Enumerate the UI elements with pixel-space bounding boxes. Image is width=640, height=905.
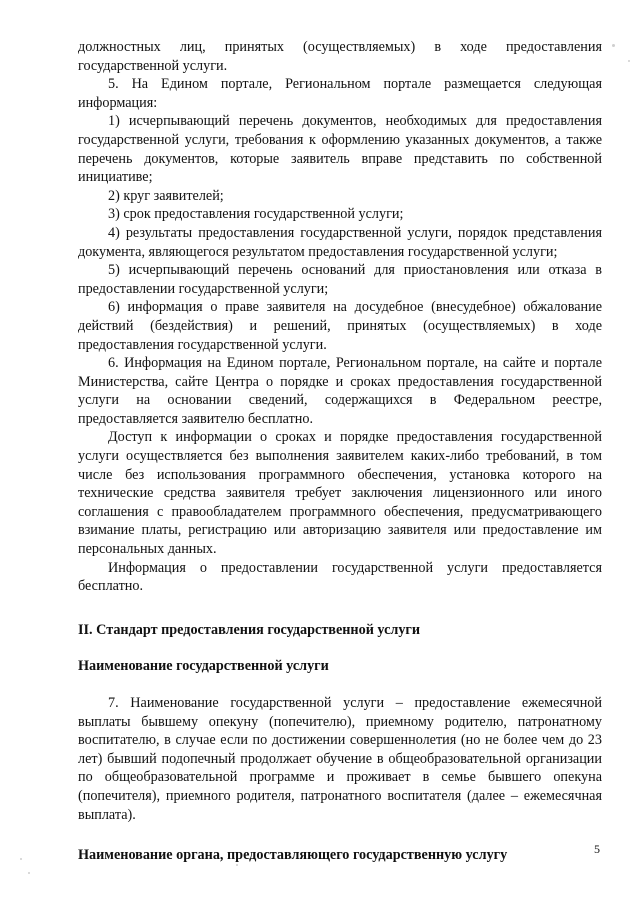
list-item: 1) исчерпывающий перечень документов, необходимых для предоставления государственной услуги, требования к оформлению указанных документов, а также перечень документов, которые заявитель вправе представить по собственной инициативе; — [78, 113, 602, 186]
list-item: 2) круг заявителей; — [108, 187, 224, 204]
scan-speck — [236, 864, 238, 866]
section-heading: II. Стандарт предоставления государственной услуги — [78, 621, 421, 638]
page-number: 5 — [594, 842, 600, 856]
scan-speck — [28, 872, 30, 874]
paragraph-free-info: Информация о предоставлении государственной услуги предоставляется бесплатно. — [78, 559, 602, 595]
document-page — [78, 38, 602, 865]
paragraph-access: Доступ к информации о сроках и порядке предоставления государственной услуги осуществляется без выполнения заявителем каких-либо требований, в том числе без использования программного обеспечения, установка которого на технические средства заявителя требует заключения лицензионного или иного соглашения с правообладателем программного обеспечения, предусматривающего взимание платы, регистрацию или авторизацию заявителя или предоставление им персональных данных. — [78, 429, 602, 558]
list-item: 6) информация о праве заявителя на досудебное (внесудебное) обжалование действий (бездействия) и решений, принятых (осуществляемых) в ходе предоставления государственной услуги. — [78, 299, 602, 353]
paragraph-item-5: 5. На Едином портале, Региональном портале размещается следующая информация: — [78, 76, 602, 111]
list-item: 5) исчерпывающий перечень оснований для приостановления или отказа в предоставлении государственной услуги; — [78, 262, 602, 297]
scan-speck — [612, 44, 615, 47]
paragraph-item-7: 7. Наименование государственной услуги – предоставление ежемесячной выплаты бывшему опекуну (попечителю), приемному родителю, патронатному воспитателю, в случае если по достижении совершеннолетия (но не более чем до 23 лет) бывший подопечный продолжает обучение в общеобразовательной организации по общеобразовательной программе и проживает в семье бывшего опекуна (попечителя), приемного родителя, патронатного воспитателя (далее – ежемесячная выплата). — [78, 695, 602, 823]
paragraph-continuation: должностных лиц, принятых (осуществляемых) в ходе предоставления государственной услуги. — [78, 39, 602, 74]
scan-speck — [20, 858, 22, 860]
list-item: 3) срок предоставления государственной услуги; — [108, 206, 404, 223]
list-item: 4) результаты предоставления государственной услуги, порядок представления документа, являющегося результатом предоставления государственной услуги; — [78, 224, 602, 260]
paragraph-item-6: 6. Информация на Едином портале, Региональном портале, на сайте и портале Министерства, сайте Центра о порядке и сроках предоставления государственной услуги на основании сведений, содержащихся в Федеральном реестре, предоставляется заявителю бесплатно. — [78, 355, 602, 427]
scan-speck — [628, 60, 630, 62]
subheading-service-name: Наименование государственной услуги — [78, 658, 329, 675]
subheading-authority: Наименование органа, предоставляющего государственную услугу — [78, 847, 508, 864]
